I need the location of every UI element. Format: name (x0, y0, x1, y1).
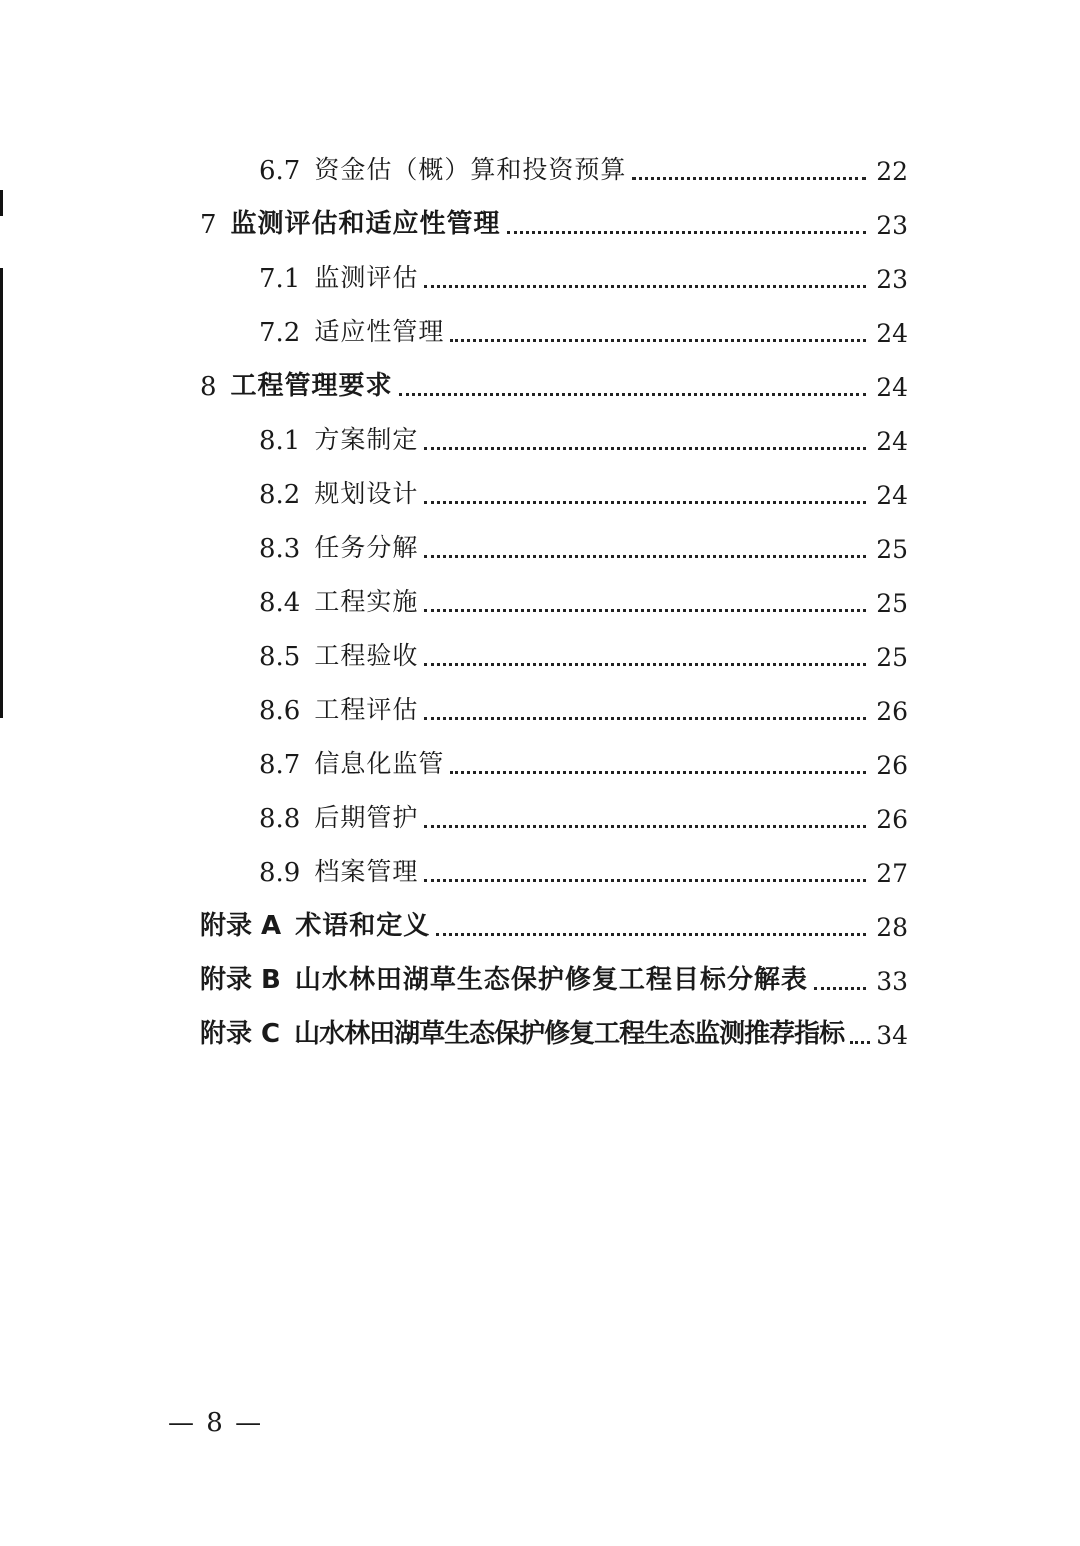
toc-entry-page: 24 (876, 481, 908, 510)
toc-entry-number: 8.9 (259, 858, 301, 888)
toc-entry-7[interactable] (200, 200, 908, 240)
toc-entry-number: 8.1 (259, 426, 301, 456)
dot-leader (436, 925, 866, 936)
toc-entry-title: 适应性管理 (314, 317, 445, 346)
toc-entry-8-4[interactable] (259, 578, 908, 618)
dot-leader (424, 439, 866, 450)
dot-leader (424, 277, 866, 288)
dot-leader (424, 817, 866, 828)
toc-entry-title: 监测评估 (314, 263, 419, 292)
toc-entry-8-7[interactable] (259, 740, 908, 780)
toc-entry-7-2[interactable] (259, 308, 908, 348)
dot-leader (424, 655, 866, 666)
dot-leader (850, 1033, 870, 1044)
toc-entry-title: 规划设计 (314, 479, 419, 508)
dot-leader (424, 493, 866, 504)
dot-leader (424, 709, 866, 720)
toc-entry-number: 8.6 (259, 696, 301, 726)
toc-entry-number: 8.3 (259, 534, 301, 564)
toc-entry-title: 术语和定义 (295, 911, 431, 941)
toc-entry-title: 工程实施 (314, 587, 419, 616)
dot-leader (424, 547, 866, 558)
dot-leader (632, 169, 866, 180)
toc-entry-number: 8.4 (259, 588, 301, 618)
dot-leader (424, 601, 866, 612)
toc-entry-title: 山水林田湖草生态保护修复工程生态监测推荐指标 (294, 1019, 845, 1049)
toc-entry-8-5[interactable] (259, 632, 908, 672)
toc-entry-8-6[interactable] (259, 686, 908, 726)
toc-entry-page: 26 (876, 697, 908, 726)
page-number: — 8 — (168, 1408, 264, 1438)
toc-entry-title: 资金估（概）算和投资预算 (314, 155, 627, 184)
toc-entry-title: 任务分解 (314, 533, 419, 562)
toc-entry-title: 工程评估 (314, 695, 419, 724)
toc-entry-page: 23 (876, 265, 908, 294)
toc-entry-title: 后期管护 (314, 803, 419, 832)
toc-entry-page: 33 (876, 967, 908, 996)
toc-entry-number: 7 (200, 210, 217, 240)
toc-entry-8-8[interactable] (259, 794, 908, 834)
toc-entry-appendix-b[interactable] (200, 956, 908, 996)
toc-entry-title: 方案制定 (314, 425, 419, 454)
toc-entry-8-1[interactable] (259, 416, 908, 456)
toc-entry-number: 8.8 (259, 804, 301, 834)
toc-entry-page: 25 (876, 535, 908, 564)
toc-entry-page: 34 (876, 1021, 908, 1050)
toc-entry-title: 工程验收 (314, 641, 419, 670)
toc-entry-6-7[interactable] (259, 146, 908, 186)
toc-entry-number: 8.7 (259, 750, 301, 780)
toc-entry-number: 附录 C (200, 1019, 281, 1049)
toc-entry-page: 26 (876, 751, 908, 780)
toc-entry-page: 26 (876, 805, 908, 834)
toc-entry-number: 8.5 (259, 642, 301, 672)
toc-entry-number: 8.2 (259, 480, 301, 510)
toc-entry-8[interactable] (200, 362, 908, 402)
toc-entry-title: 山水林田湖草生态保护修复工程目标分解表 (294, 965, 808, 995)
toc-entry-page: 23 (876, 211, 908, 240)
dot-leader (399, 385, 866, 396)
toc-entry-page: 25 (876, 589, 908, 618)
toc-entry-page: 28 (876, 913, 908, 942)
toc-entry-8-2[interactable] (259, 470, 908, 510)
toc-entry-appendix-c[interactable] (200, 1010, 908, 1050)
toc-entry-number: 8 (200, 372, 217, 402)
toc-entry-title: 信息化监管 (314, 749, 445, 778)
toc-entry-title: 工程管理要求 (230, 371, 393, 401)
toc-entry-number: 附录 A (200, 911, 282, 941)
toc-entry-number: 6.7 (259, 156, 301, 186)
toc-entry-page: 24 (876, 373, 908, 402)
toc-entry-page: 24 (876, 427, 908, 456)
toc-entry-number: 7.2 (259, 318, 301, 348)
toc-entry-page: 27 (876, 859, 908, 888)
toc-entry-appendix-a[interactable] (200, 902, 908, 942)
dot-leader (424, 871, 866, 882)
toc-entry-title: 监测评估和适应性管理 (230, 209, 501, 239)
dot-leader (507, 223, 866, 234)
dot-leader (450, 763, 866, 774)
toc-entry-number: 附录 B (200, 965, 281, 995)
toc-entry-page: 22 (876, 157, 908, 186)
dot-leader (450, 331, 866, 342)
toc-entry-number: 7.1 (259, 264, 301, 294)
toc-entry-page: 25 (876, 643, 908, 672)
toc-entry-title: 档案管理 (314, 857, 419, 886)
toc-entry-7-1[interactable] (259, 254, 908, 294)
toc-entry-8-9[interactable] (259, 848, 908, 888)
toc-entry-8-3[interactable] (259, 524, 908, 564)
toc-entry-page: 24 (876, 319, 908, 348)
dot-leader (814, 979, 866, 990)
